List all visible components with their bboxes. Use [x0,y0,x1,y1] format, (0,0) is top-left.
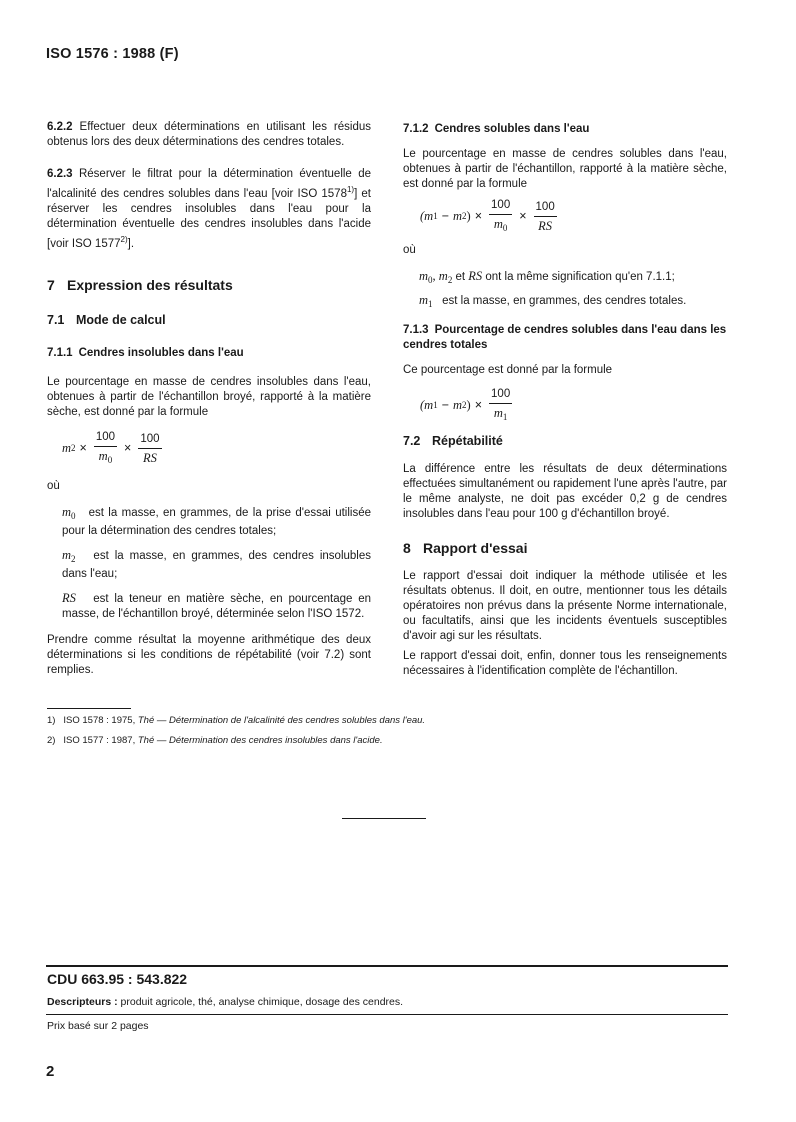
document-header: ISO 1576 : 1988 (F) [46,46,179,62]
paragraph-7-1-3: Ce pourcentage est donné par la formule [403,364,613,376]
formula-var: m [62,441,72,455]
heading-7-2 [403,434,727,449]
where-label: où [403,244,416,256]
symbol-var: m [62,505,72,519]
fraction-numerator: 100 [489,198,512,215]
section-number: 8 [403,540,411,556]
footnote-mark: 1) [47,715,56,726]
section-title: Rapport d'essai [423,540,528,556]
formula-sub: 2 [462,400,467,410]
section-number: 7.1.2 [403,123,429,135]
descriptors-label: Descripteurs : [47,996,118,1008]
formula-sub: 1 [433,400,438,410]
section-title: Cendres solubles dans l'eau [434,123,590,135]
formula-open: (m [420,209,434,223]
footnote-1 [47,715,425,727]
fraction-2 [534,200,557,233]
paragraph-7-1-1: Le pourcentage en masse de cendres insolubles dans l'eau, obtenues à partir de l'échantillon broyé, rapporté à la matière sèche, est donné par la formule [47,376,371,418]
definition-m0 [62,505,371,539]
clause-text-a: Réserver le filtrat pour la détermination éventuelle de l'alcalinité des cendres solubles dans l'eau [voir ISO 1578 [47,168,371,200]
heading-7-1-1 [47,346,371,361]
footnote-mark: 2) [47,735,56,746]
definition-text: est la masse, en grammes, des cendres totales. [442,295,687,307]
price-note: Prix basé sur 2 pages [47,1020,149,1032]
paragraph-7-2: La différence entre les résultats de deux déterminations effectuées simultanément ou rapidement l'une après l'autre, par le même analyste, ne doit pas excéder 0,2 g de cendres insolubles dans l'eau pour 100 g d'échantillon broyé. [403,463,727,520]
formula-times: × [124,441,132,455]
paragraph-conclusion: Prendre comme résultat la moyenne arithmétique des deux déterminations si les conditions de répétabilité (voir 7.2) sont remplies. [47,634,371,676]
formula-var: m [453,398,463,412]
fraction-numerator: 100 [94,430,117,447]
symbol-sub: 2 [447,275,453,285]
symbol-var: m [419,293,429,307]
paragraph-8-a: Le rapport d'essai doit indiquer la méthode utilisée et les résultats obtenus. Il doit, en outre, mentionner tous les détails opératoires non prévus dans la présente Norme internationale, ou facultatifs, ainsi que les incidents éventuels susceptibles d'avoir agi sur les résultats. [403,570,727,642]
heading-7-1-3 [403,323,727,353]
fraction [489,387,512,424]
paragraph-6-2-2 [47,120,371,150]
section-number: 7 [47,277,55,293]
section-title: Répétabilité [432,434,503,448]
symbol-rs: RS [468,269,483,283]
symbol [62,505,76,519]
symbol [62,548,76,562]
fraction-2 [138,432,161,465]
formula-sub: 2 [462,211,467,221]
formula-close: ) [466,209,471,223]
definition-text: est la masse, en grammes, des cendres insolubles dans l'eau; [62,550,372,580]
formula-var: m [453,209,463,223]
den-sub: 0 [502,223,508,233]
heading-section-8 [403,541,727,556]
formula-open: (m [420,398,434,412]
fraction-numerator: 100 [489,387,512,404]
symbol-var: m [62,548,72,562]
footer-rule-thin [46,1014,728,1015]
definition-m0-m2-rs [419,269,727,288]
fraction-1 [489,198,512,235]
end-rule [342,818,426,819]
symbol-var: m [438,269,448,283]
fraction-denominator [494,404,508,424]
paragraph-6-2-3 [47,167,371,252]
section-number: 7.1.3 [403,324,429,336]
definition-m1 [419,293,727,312]
clause-text-b: ] et réserver les cendres insolubles dans l'eau pour la détermination éventuelle des cendres insolubles dans l'acide [voir ISO 1577 [47,187,372,250]
formula-minus: − [441,209,450,223]
formula-minus: − [441,398,450,412]
footnote-rule [47,708,131,709]
footnote-title: Thé — Détermination de l'alcalinité des cendres solubles dans l'eau. [137,715,426,726]
fraction-denominator [99,447,113,467]
heading-7-1 [47,313,371,328]
footnote-2 [47,735,383,747]
symbol-sub: 0 [428,275,433,285]
fraction-denominator [494,215,508,235]
fraction-denominator: RS [142,451,157,465]
conjunction: et [455,271,466,283]
symbol-sub: 1 [428,299,433,309]
section-number: 7.2 [403,434,421,448]
definition-rs [62,591,371,622]
formula-times: × [79,441,87,455]
symbol [419,293,433,307]
clause-number: 6.2.3 [47,168,73,180]
symbols: $m_0$, $m_2$ [419,269,453,285]
footer-rule [46,965,728,967]
formula-insoluble-ash [62,430,165,467]
symbol-sub: 2 [71,554,76,564]
formula-sub: 1 [433,211,438,221]
den-var: m [493,406,503,420]
definition-text: est la masse, en grammes, de la prise d'essai utilisée pour la détermination des cendres totales; [62,507,371,537]
section-title: Pourcentage de cendres solubles dans l'eau dans les cendres totales [403,324,727,351]
den-var: m [98,449,108,463]
descriptors [47,995,403,1010]
footnote-ref-1: 1) [346,185,355,194]
formula-times: × [474,398,483,412]
heading-7-1-2 [403,122,727,137]
footnote-ref: ISO 1577 : 1987, [63,735,136,746]
footnote-title: Thé — Détermination des cendres insolubles dans l'acide. [137,735,383,746]
section-title: Expression des résultats [67,277,233,293]
den-sub: 1 [502,412,508,422]
page-number: 2 [46,1063,55,1080]
clause-text-c: ]. [127,237,135,250]
where-label: où [47,480,60,492]
formula-times: × [519,209,527,223]
section-number: 7.1.1 [47,347,73,359]
formula-soluble-in-total [420,387,515,424]
section-number: 7.1 [47,313,65,327]
formula-sub: 2 [71,443,76,453]
definition-text: ont la même signification qu'en 7.1.1; [485,271,675,283]
clause-number: 6.2.2 [47,121,73,133]
paragraph-7-1-2: Le pourcentage en masse de cendres solubles dans l'eau, obtenues à partir de l'échantillon, rapporté à la matière sèche, est donné par la formule [403,148,727,190]
heading-section-7 [47,278,371,293]
symbol-sub: 0 [71,511,76,521]
den-var: m [493,217,503,231]
den-sub: 0 [107,455,113,465]
symbol-var: m [419,269,429,283]
definition-text: est la teneur en matière sèche, en pourcentage en masse, de l'échantillon broyé, déterminée selon l'ISO 1572. [62,593,371,620]
fraction-numerator: 100 [534,200,557,217]
cdu-line: CDU 663.95 : 543.822 [47,971,188,987]
formula-soluble-ash [420,198,560,235]
formula-times: × [474,209,483,223]
symbol: RS [62,591,76,605]
fraction-denominator: RS [538,219,553,233]
descriptors-text: produit agricole, thé, analyse chimique, dosage des cendres. [120,996,404,1008]
clause-text: Effectuer deux déterminations en utilisant les résidus obtenus lors des deux déterminations des cendres totales. [47,121,371,148]
fraction-1 [94,430,117,467]
fraction-numerator: 100 [138,432,161,449]
definition-m2 [62,548,371,582]
footnote-ref: ISO 1578 : 1975, [63,715,136,726]
footnote-ref-2: 2) [120,234,128,244]
formula-close: ) [466,398,471,412]
section-title: Mode de calcul [76,313,166,327]
section-title: Cendres insolubles dans l'eau [78,347,244,359]
paragraph-8-b: Le rapport d'essai doit, enfin, donner tous les renseignements nécessaires à l'identification complète de l'échantillon. [403,650,727,677]
